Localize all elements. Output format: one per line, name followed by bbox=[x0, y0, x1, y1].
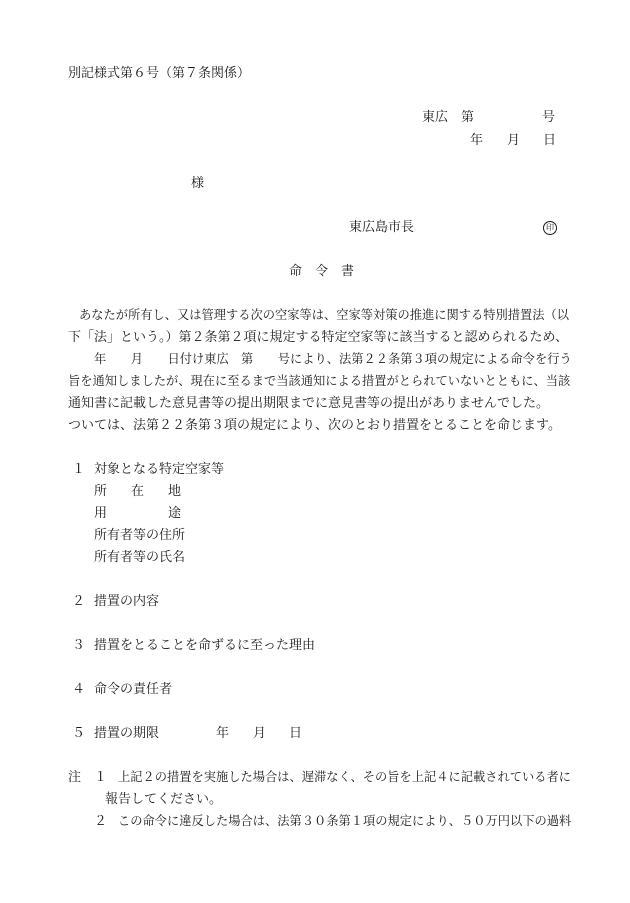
body-line: ついては、法第２２条第３項の規定により、次のとおり措置をとることを命じます。 bbox=[68, 418, 561, 433]
note-line: この命令に違反した場合は、法第３０条第１項の規定により、５０万円以下の過料 bbox=[118, 814, 572, 828]
subitem-char: 用 bbox=[94, 506, 108, 521]
subitem-label: 所有者等の住所 bbox=[94, 528, 186, 543]
notes-heading: 注 bbox=[68, 770, 82, 785]
date-month: 月 bbox=[507, 133, 521, 148]
body-line: あなたが所有し、又は管理する次の空家等は、空家等対策の推進に関する特別措置法（以 bbox=[79, 308, 569, 322]
body-line: 年 月 日付け東広 第 号により、法第２２条第３項の規定による命令を行う bbox=[94, 352, 572, 366]
item-number: ５ bbox=[72, 726, 86, 741]
seal-mark: 印 bbox=[543, 221, 557, 235]
deadline-year: 年 bbox=[216, 726, 230, 741]
item-number: ２ bbox=[72, 594, 86, 609]
date-day: 日 bbox=[543, 133, 557, 148]
document-number-suffix: 号 bbox=[542, 110, 556, 125]
issuer-name: 東広島市長 bbox=[349, 220, 415, 235]
document-number-prefix: 東広 第 bbox=[422, 110, 475, 125]
date-year: 年 bbox=[470, 133, 484, 148]
subitem-char: 途 bbox=[168, 506, 182, 521]
deadline-month: 月 bbox=[253, 726, 267, 741]
body-line: 通知書に記載した意見書等の提出期限までに意見書等の提出がありませんでした。 bbox=[68, 396, 550, 411]
form-label: 別記様式第６号（第７条関係） bbox=[68, 66, 251, 81]
item-label: 対象となる特定空家等 bbox=[94, 462, 225, 477]
body-line: 下「法」という。）第２条第２項に規定する特定空家等に該当すると認められるため、 bbox=[68, 330, 568, 345]
recipient-honorific: 様 bbox=[191, 176, 205, 191]
subitem-char: 地 bbox=[168, 484, 182, 499]
item-number: ４ bbox=[72, 682, 86, 697]
note-number: １ bbox=[94, 770, 108, 785]
note-number: ２ bbox=[94, 814, 108, 829]
item-number: １ bbox=[72, 462, 86, 477]
note-line: 上記２の措置を実施した場合は、遅滞なく、その旨を上記４に記載されている者に bbox=[118, 770, 572, 784]
item-label: 措置の内容 bbox=[94, 594, 160, 609]
subitem-char: 所 bbox=[94, 484, 108, 499]
body-line: 旨を通知しましたが、現在に至るまで当該通知による措置がとられていないとともに、当該 bbox=[68, 374, 571, 388]
item-number: ３ bbox=[72, 638, 86, 653]
note-line: 報告してください。 bbox=[105, 792, 223, 807]
subitem-label: 所有者等の氏名 bbox=[94, 550, 186, 565]
subitem-char: 在 bbox=[131, 484, 145, 499]
item-label: 措置の期限 bbox=[94, 726, 160, 741]
item-label: 措置をとることを命ずるに至った理由 bbox=[94, 638, 316, 653]
deadline-day: 日 bbox=[289, 726, 303, 741]
document-title: 命 令 書 bbox=[289, 264, 355, 279]
item-label: 命令の責任者 bbox=[94, 682, 173, 697]
